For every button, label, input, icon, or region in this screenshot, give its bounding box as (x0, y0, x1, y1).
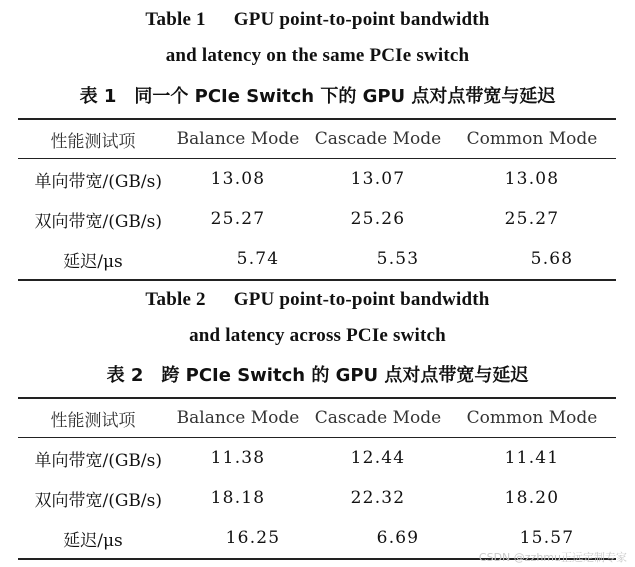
table1-caption-en-title: GPU point-to-point bandwidth (233, 9, 490, 30)
cell-value: 22.32 (350, 488, 406, 508)
row-label: 双向带宽/(GB/s) (34, 211, 162, 232)
row-label: 延迟/μs (18, 518, 168, 559)
table-row (18, 159, 616, 200)
cell-value: 11.41 (504, 448, 560, 468)
cell-value: 16.25 (168, 518, 308, 559)
table2-header-cascade: Cascade Mode (308, 398, 448, 438)
table2-caption-zh (0, 361, 635, 387)
cell-value: 5.68 (448, 239, 616, 280)
cell-value: 18.20 (504, 488, 560, 508)
table1-caption-en-line1 (0, 9, 635, 31)
table2-header-row (18, 398, 616, 438)
row-label: 延迟/μs (18, 239, 168, 280)
table1-header-row (18, 119, 616, 159)
table2-header-item: 性能测试项 (18, 398, 168, 438)
table1-caption-zh (0, 82, 635, 108)
cell-value: 15.57 (448, 518, 616, 559)
table2-caption-en-line1 (0, 289, 635, 311)
row-label: 双向带宽/(GB/s) (34, 490, 162, 511)
cell-value: 11.38 (210, 448, 266, 468)
row-label: 单向带宽/(GB/s) (34, 171, 162, 192)
watermark-text: CSDN @zzhmu正远定制专家 (478, 551, 627, 564)
table2-caption-zh-title: 跨 PCIe Switch 的 GPU 点对点带宽与延迟 (161, 365, 529, 386)
cell-value: 25.27 (210, 209, 266, 229)
table2-header-common: Common Mode (448, 398, 616, 438)
cell-value: 13.08 (504, 169, 560, 189)
cell-value: 18.18 (210, 488, 266, 508)
table1-header-cascade: Cascade Mode (308, 119, 448, 159)
table2 (18, 397, 616, 560)
cell-value: 13.07 (350, 169, 406, 189)
table2-header-balance: Balance Mode (168, 398, 308, 438)
cell-value: 13.08 (210, 169, 266, 189)
cell-value: 25.27 (504, 209, 560, 229)
table1-header-balance: Balance Mode (168, 119, 308, 159)
table1-caption-en-line2: and latency on the same PCIe switch (165, 45, 470, 66)
row-label: 单向带宽/(GB/s) (34, 450, 162, 471)
table1-header-item: 性能测试项 (18, 119, 168, 159)
table-row (18, 199, 616, 239)
table1-caption-en-label: Table 1 (145, 9, 206, 30)
cell-value: 5.74 (168, 239, 308, 280)
table1-caption-zh-title: 同一个 PCIe Switch 下的 GPU 点对点带宽与延迟 (134, 86, 556, 107)
table-row (18, 438, 616, 479)
table1 (18, 118, 616, 281)
cell-value: 25.26 (350, 209, 406, 229)
table2-caption-en-title: GPU point-to-point bandwidth (233, 289, 490, 310)
cell-value: 6.69 (308, 518, 448, 559)
cell-value: 5.53 (308, 239, 448, 280)
table-row (18, 239, 616, 280)
table1-caption-zh-label: 表 1 (79, 86, 117, 107)
table2-caption-zh-label: 表 2 (106, 365, 144, 386)
table-row (18, 478, 616, 518)
cell-value: 12.44 (350, 448, 406, 468)
table2-caption-en-line2: and latency across PCIe switch (189, 325, 446, 346)
table1-header-common: Common Mode (448, 119, 616, 159)
table2-caption-en-label: Table 2 (145, 289, 206, 310)
